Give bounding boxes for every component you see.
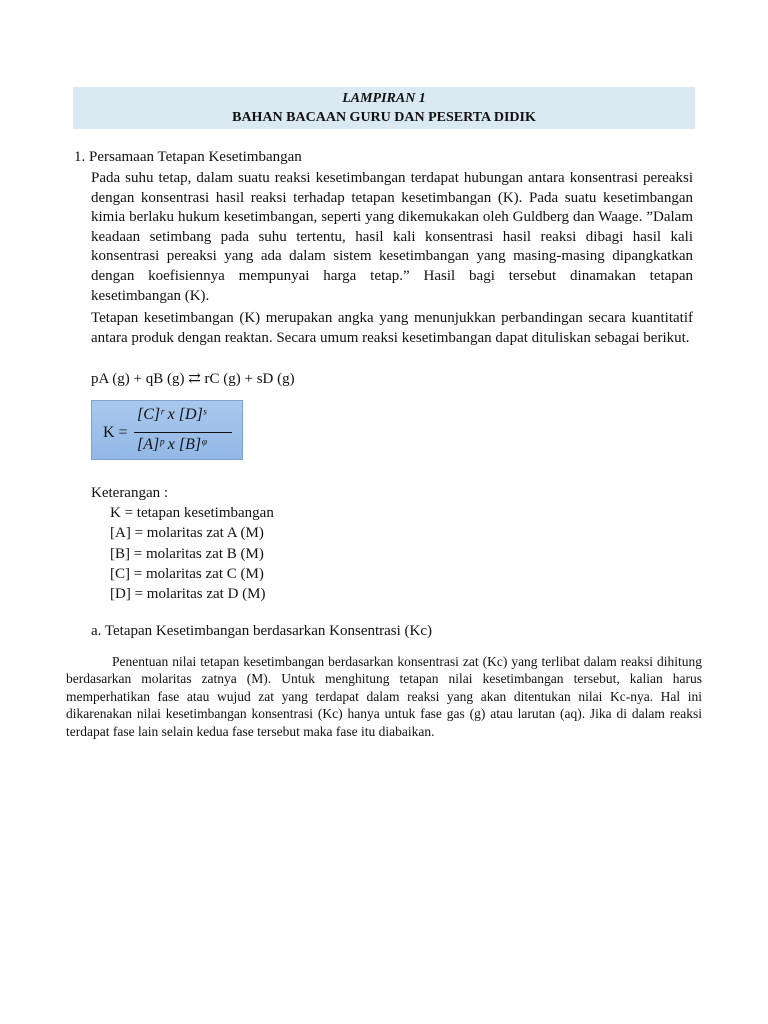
document-title: BAHAN BACAAN GURU DAN PESERTA DIDIK xyxy=(232,110,536,125)
formula-box xyxy=(91,400,243,460)
legend-item: [A] = molaritas zat A (M) xyxy=(110,525,264,542)
formula-numerator: [C]ʳ x [D]ˢ xyxy=(137,406,207,423)
legend-item: [B] = molaritas zat B (M) xyxy=(110,545,264,562)
legend-title: Keterangan : xyxy=(91,485,169,501)
legend-item: [D] = molaritas zat D (M) xyxy=(110,586,266,603)
fraction-bar xyxy=(134,432,232,433)
paragraph-1: Pada suhu tetap, dalam suatu reaksi kesetimbangan terdapat hubungan antara konsentrasi pereaksi dengan konsentrasi hasil reaksi terhadap tetapan kesetimbangan (K). Pada suatu kesetimbangan kimia berlaku hukum kesetimbangan, seperti yang dikemukakan oleh Guldberg dan Waage. ”Dalam keadaan setimbang pada suhu tertentu, hasil kali konsentrasi hasil reaksi dibagi hasil kali konsentrasi pereaksi yang ada dalam sistem kesetimbangan yang masing-masing dipangkatkan dengan koefisiennya mempunyai harga tetap.” Hasil bagi tersebut dinamakan tetapan kesetimbangan (K). xyxy=(91,170,693,304)
subsection-title: a. Tetapan Kesetimbangan berdasarkan Konsentrasi (Kc) xyxy=(91,623,433,639)
legend-item: [C] = molaritas zat C (M) xyxy=(110,565,264,582)
formula-denominator: [A]ᵖ x [B]ᵠ xyxy=(137,436,206,453)
formula-lhs: K = xyxy=(103,424,128,441)
legend-list xyxy=(110,503,274,604)
reaction-equation: pA (g) + qB (g) ⇄ rC (g) + sD (g) xyxy=(91,371,295,387)
appendix-label: LAMPIRAN 1 xyxy=(342,91,426,106)
header-box xyxy=(73,87,695,129)
section-title: 1. Persamaan Tetapan Kesetimbangan xyxy=(74,149,302,165)
subsection-paragraph: Penentuan nilai tetapan kesetimbangan berdasarkan konsentrasi zat (Kc) yang terlibat dalam reaksi dihitung berdasarkan molaritas zatnya (M). Untuk menghitung tetapan nilai kesetimbangan tersebut, kalian harus memperhatikan fase atau wujud zat yang terdapat dalam reaksi yang akan ditentukan nilai Kc-nya. Hal ini dikarenakan nilai kesetimbangan konsentrasi (Kc) hanya untuk fase gas (g) atau larutan (aq). Jika di dalam reaksi terdapat fase lain selain kedua fase tersebut maka fase itu diabaikan. xyxy=(66,654,702,739)
legend-item: K = tetapan kesetimbangan xyxy=(110,505,274,521)
paragraph-2: Tetapan kesetimbangan (K) merupakan angka yang menunjukkan perbandingan secara kuantitatif antara produk dengan reaktan. Secara umum reaksi kesetimbangan dapat dituliskan sebagai berikut. xyxy=(91,310,693,346)
